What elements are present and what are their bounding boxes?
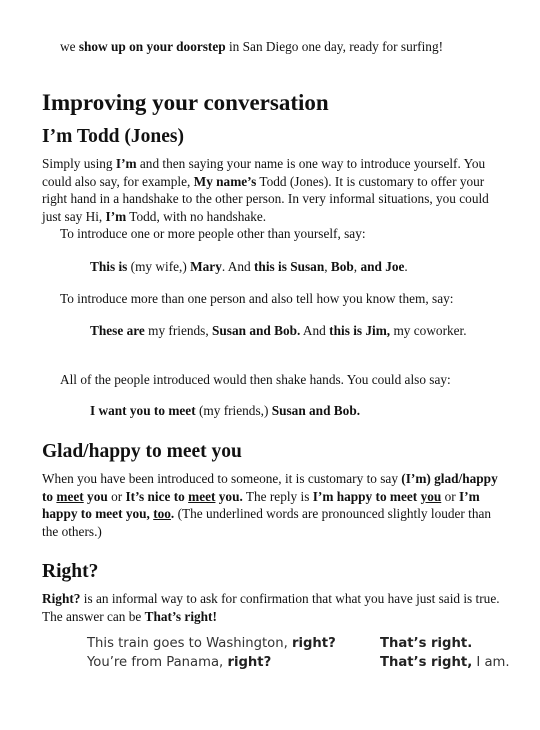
intro-paragraph: Simply using I’m and then saying your name is one way to introduce yourself. You could also say, for example, My name’s Todd (Jones). It is customary to offer your right hand in a handshake to the other person. In very informal situations, you could just say Hi, I’m Todd, with no handshake. — [42, 156, 489, 224]
section-heading-im-todd: I’m Todd (Jones) — [42, 126, 184, 147]
example-these-are: These are my friends, Susan and Bob. And this is Jim, my coworker. — [90, 323, 467, 338]
instruction-line-3: All of the people introduced would then shake hands. You could also say: — [60, 372, 451, 387]
right-paragraph: Right? is an informal way to ask for confirmation that what you have just said is true. The answer can be That’s right! — [42, 591, 500, 624]
example-this-is: This is (my wife,) Mary. And this is Susan, Bob, and Joe. — [90, 259, 408, 274]
example-answer-2: That’s right, I am. — [380, 655, 510, 670]
example-question-2: You’re from Panama, right? — [87, 655, 272, 670]
instruction-line-2: To introduce more than one person and also tell how you know them, say: — [60, 291, 454, 306]
section-heading-right: Right? — [42, 561, 99, 582]
example-want-you-to-meet: I want you to meet (my friends,) Susan and Bob. — [90, 403, 361, 418]
instruction-line-1: To introduce one or more people other than yourself, say: — [60, 226, 366, 241]
main-heading: Improving your conversation — [42, 90, 329, 115]
glad-paragraph: When you have been introduced to someone, it is customary to say (I’m) glad/happy to meet you or It’s nice to meet you. The reply is I’m happy to meet you or I’m happy to meet you, too. (The underlined words are pronounced slightly louder than the others.) — [42, 471, 498, 539]
continuation-line: we show up on your doorstep in San Diego one day, ready for surfing! — [60, 39, 444, 54]
example-question-1: This train goes to Washington, right? — [87, 636, 336, 651]
example-answer-1: That’s right. — [380, 636, 473, 651]
section-heading-glad-to-meet-you: Glad/happy to meet you — [42, 441, 242, 462]
